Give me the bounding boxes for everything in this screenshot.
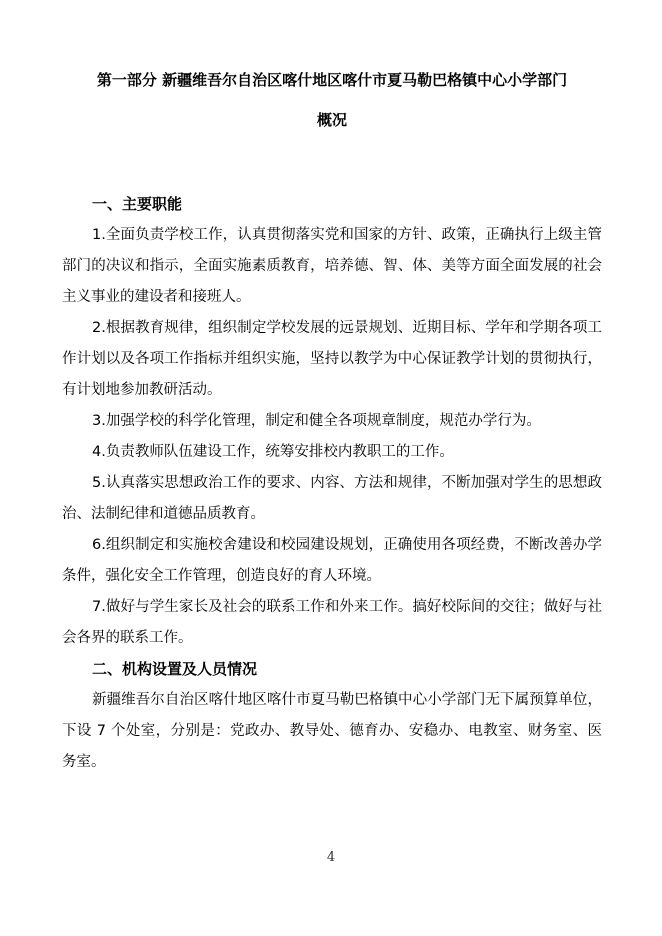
document-page bbox=[62, 68, 602, 778]
function-item-3: 3.加强学校的科学化管理，制定和健全各项规章制度，规范办学行为。 bbox=[92, 413, 541, 429]
function-item-4: 4.负责教师队伍建设工作，统筹安排校内教职工的工作。 bbox=[92, 444, 454, 460]
function-item-2: 2.根据教育规律，组织制定学校发展的远景规划、近期目标、学年和学期各项工作计划以及各项工作指标并组织实施，坚持以教学为中心保证教学计划的贯彻执行，有计划地参加教研活动。 bbox=[62, 320, 602, 398]
function-item-6: 6.组织制定和实施校舍建设和校园建设规划，正确使用各项经费，不断改善办学条件，强化安全工作管理，创造良好的育人环境。 bbox=[62, 537, 602, 584]
section-heading-main-functions: 一、主要职能 bbox=[92, 195, 183, 213]
section-heading-organization: 二、机构设置及人员情况 bbox=[92, 660, 258, 678]
function-item-7: 7.做好与学生家长及社会的联系工作和外来工作。搞好校际间的交往；做好与社会各界的联系工作。 bbox=[62, 599, 602, 646]
title-line-2: 概况 bbox=[316, 111, 347, 129]
title-line-1: 第一部分 新疆维吾尔自治区喀什地区喀什市夏马勒巴格镇中心小学部门 bbox=[96, 71, 568, 89]
function-item-5: 5.认真落实思想政治工作的要求、内容、方法和规律，不断加强对学生的思想政治、法制纪律和道德品质教育。 bbox=[62, 475, 602, 522]
function-item-1: 1.全面负责学校工作，认真贯彻落实党和国家的方针、政策，正确执行上级主管部门的决议和指示，全面实施素质教育，培养德、智、体、美等方面全面发展的社会主义事业的建设者和接班人。 bbox=[62, 227, 602, 305]
document-title bbox=[62, 68, 602, 132]
organization-paragraph: 新疆维吾尔自治区喀什地区喀什市夏马勒巴格镇中心小学部门无下属预算单位，下设 7 个处室，分别是：党政办、教导处、德育办、安稳办、电教室、财务室、医务室。 bbox=[62, 692, 602, 770]
page-number: 4 bbox=[326, 850, 336, 865]
